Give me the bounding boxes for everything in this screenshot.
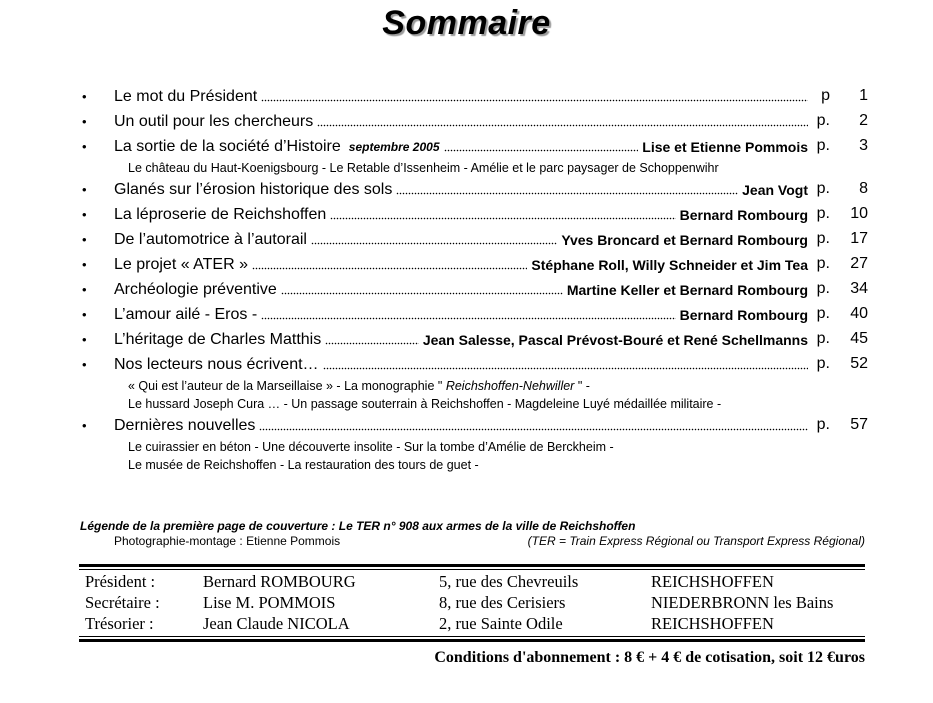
bullet-icon: • <box>82 418 87 433</box>
toc-entry-authors: Jean Vogt <box>742 181 808 198</box>
ter-definition: (TER = Train Express Régional ou Transport Express Régional) <box>527 534 865 548</box>
leader-dots <box>323 366 808 372</box>
toc-entry-title: Le mot du Président <box>114 87 258 105</box>
leader-dots <box>311 241 557 247</box>
board-city: REICHSHOFFEN <box>651 614 774 633</box>
page-prefix: p. <box>816 112 830 129</box>
leader-dots <box>281 291 563 297</box>
page-prefix: p. <box>816 305 830 322</box>
toc-entry <box>78 277 868 302</box>
toc-entry-subtitle: « Qui est l’auteur de la Marseillaise » - La monographie " Reichshoffen-Nehwiller " - <box>128 379 590 393</box>
bullet-icon: • <box>82 232 87 247</box>
bullet-icon: • <box>82 89 87 104</box>
bullet-icon: • <box>82 357 87 372</box>
page-prefix: p. <box>816 137 830 154</box>
page-number: 57 <box>850 416 868 433</box>
toc-entry-authors: Yves Broncard et Bernard Rombourg <box>561 231 808 248</box>
toc-entry <box>78 352 868 377</box>
toc-entry-authors: Stéphane Roll, Willy Schneider et Jim Tea <box>531 256 808 273</box>
page-prefix: p. <box>816 330 830 347</box>
leader-dots <box>261 98 808 104</box>
page-prefix: p. <box>816 255 830 272</box>
leader-dots <box>396 191 738 197</box>
page-prefix: p. <box>816 355 830 372</box>
toc-entry-authors: Martine Keller et Bernard Rombourg <box>566 281 808 298</box>
board-members <box>79 564 865 642</box>
board-city: NIEDERBRONN les Bains <box>651 593 834 612</box>
page-number: 8 <box>859 180 868 197</box>
page-prefix: p. <box>816 280 830 297</box>
table-of-contents <box>78 84 868 474</box>
toc-entry-title: Le projet « ATER » <box>114 255 248 273</box>
page-number: 17 <box>850 230 868 247</box>
toc-entry-title: Nos lecteurs nous écrivent… <box>114 355 319 373</box>
leader-dots <box>330 216 675 222</box>
board-address: 5, rue des Chevreuils <box>439 572 579 591</box>
board-row <box>79 612 865 633</box>
board-address: 2, rue Sainte Odile <box>439 614 563 633</box>
leader-dots <box>317 123 808 129</box>
leader-dots <box>261 316 675 322</box>
page-number: 45 <box>850 330 868 347</box>
page-number: 1 <box>859 87 868 104</box>
toc-entry-title: Glanés sur l’érosion historique des sols <box>114 180 393 198</box>
toc-entry-title: La léproserie de Reichshoffen <box>114 205 327 223</box>
toc-entry <box>78 177 868 202</box>
leader-dots <box>259 427 808 433</box>
bullet-icon: • <box>82 332 87 347</box>
toc-entry <box>78 302 868 327</box>
toc-entry <box>78 252 868 277</box>
toc-entry-title: L’héritage de Charles Matthis <box>114 330 322 348</box>
page-prefix: p. <box>816 205 830 222</box>
bullet-icon: • <box>82 257 87 272</box>
page-title: Sommaire <box>382 4 551 42</box>
toc-entry-authors: Lise et Etienne Pommois <box>642 138 808 155</box>
page-prefix: p <box>821 87 830 104</box>
bullet-icon: • <box>82 139 87 154</box>
leader-dots <box>252 266 527 272</box>
toc-entry <box>78 84 868 109</box>
bullet-icon: • <box>82 114 87 129</box>
toc-entry-authors: Jean Salesse, Pascal Prévost-Bouré et René Schellmanns <box>422 331 808 348</box>
subscription-conditions: Conditions d'abonnement : 8 € + 4 € de cotisation, soit 12 €uros <box>434 649 865 666</box>
board-city: REICHSHOFFEN <box>651 572 774 591</box>
legend-caption: Légende de la première page de couverture : Le TER n° 908 aux armes de la ville de Reichshoffen <box>80 519 636 533</box>
board-address: 8, rue des Cerisiers <box>439 593 566 612</box>
page-number: 40 <box>850 305 868 322</box>
toc-entry <box>78 327 868 352</box>
leader-dots <box>444 148 639 154</box>
board-name: Bernard ROMBOURG <box>203 572 356 591</box>
board-name: Jean Claude NICOLA <box>203 614 350 633</box>
toc-entry <box>78 134 868 159</box>
toc-entry-title: De l’automotrice à l’autorail <box>114 230 307 248</box>
page-number: 34 <box>850 280 868 297</box>
page-prefix: p. <box>816 230 830 247</box>
toc-entry-title: Dernières nouvelles <box>114 416 256 434</box>
photo-credit: Photographie-montage : Etienne Pommois <box>114 534 341 548</box>
toc-entry-subtitle: Le musée de Reichshoffen - La restauration des tours de guet - <box>128 458 479 472</box>
toc-entry-subtitle: Le cuirassier en béton - Une découverte insolite - Sur la tombe d’Amélie de Berckheim - <box>128 440 614 454</box>
page-prefix: p. <box>816 416 830 433</box>
board-role: Secrétaire : <box>85 593 160 612</box>
bottom-rule-thin <box>79 636 865 637</box>
bullet-icon: • <box>82 282 87 297</box>
bullet-icon: • <box>82 207 87 222</box>
toc-entry-title: La sortie de la société d’Histoire <box>114 137 341 155</box>
cover-legend <box>80 519 865 550</box>
toc-entry-subtitle: Le château du Haut-Koenigsbourg - Le Retable d’Issenheim - Amélie et le parc paysager de Schoppenwihr <box>128 161 719 175</box>
board-row <box>79 570 865 591</box>
board-role: Trésorier : <box>85 614 154 633</box>
board-row <box>79 591 865 612</box>
toc-entry-title: Un outil pour les chercheurs <box>114 112 314 130</box>
board-role: Président : <box>85 572 156 591</box>
page-number: 27 <box>850 255 868 272</box>
bullet-icon: • <box>82 182 87 197</box>
page-number: 2 <box>859 112 868 129</box>
toc-entry <box>78 413 868 438</box>
toc-entry-title: Archéologie préventive <box>114 280 277 298</box>
leader-dots <box>325 341 419 347</box>
toc-entry <box>78 202 868 227</box>
toc-entry <box>78 227 868 252</box>
toc-entry-authors: Bernard Rombourg <box>679 306 808 323</box>
page-number: 10 <box>850 205 868 222</box>
toc-entry-title: L’amour ailé - Eros - <box>114 305 258 323</box>
page-number: 3 <box>859 137 868 154</box>
bottom-rule <box>79 639 865 642</box>
top-rule <box>79 564 865 567</box>
toc-entry-authors: Bernard Rombourg <box>679 206 808 223</box>
toc-entry-date: septembre 2005 <box>348 139 440 154</box>
board-name: Lise M. POMMOIS <box>203 593 336 612</box>
page-prefix: p. <box>816 180 830 197</box>
page-number: 52 <box>850 355 868 372</box>
bullet-icon: • <box>82 307 87 322</box>
toc-entry <box>78 109 868 134</box>
toc-entry-subtitle: Le hussard Joseph Cura … - Un passage souterrain à Reichshoffen - Magdeleine Luyé médaillée militaire - <box>128 397 722 411</box>
